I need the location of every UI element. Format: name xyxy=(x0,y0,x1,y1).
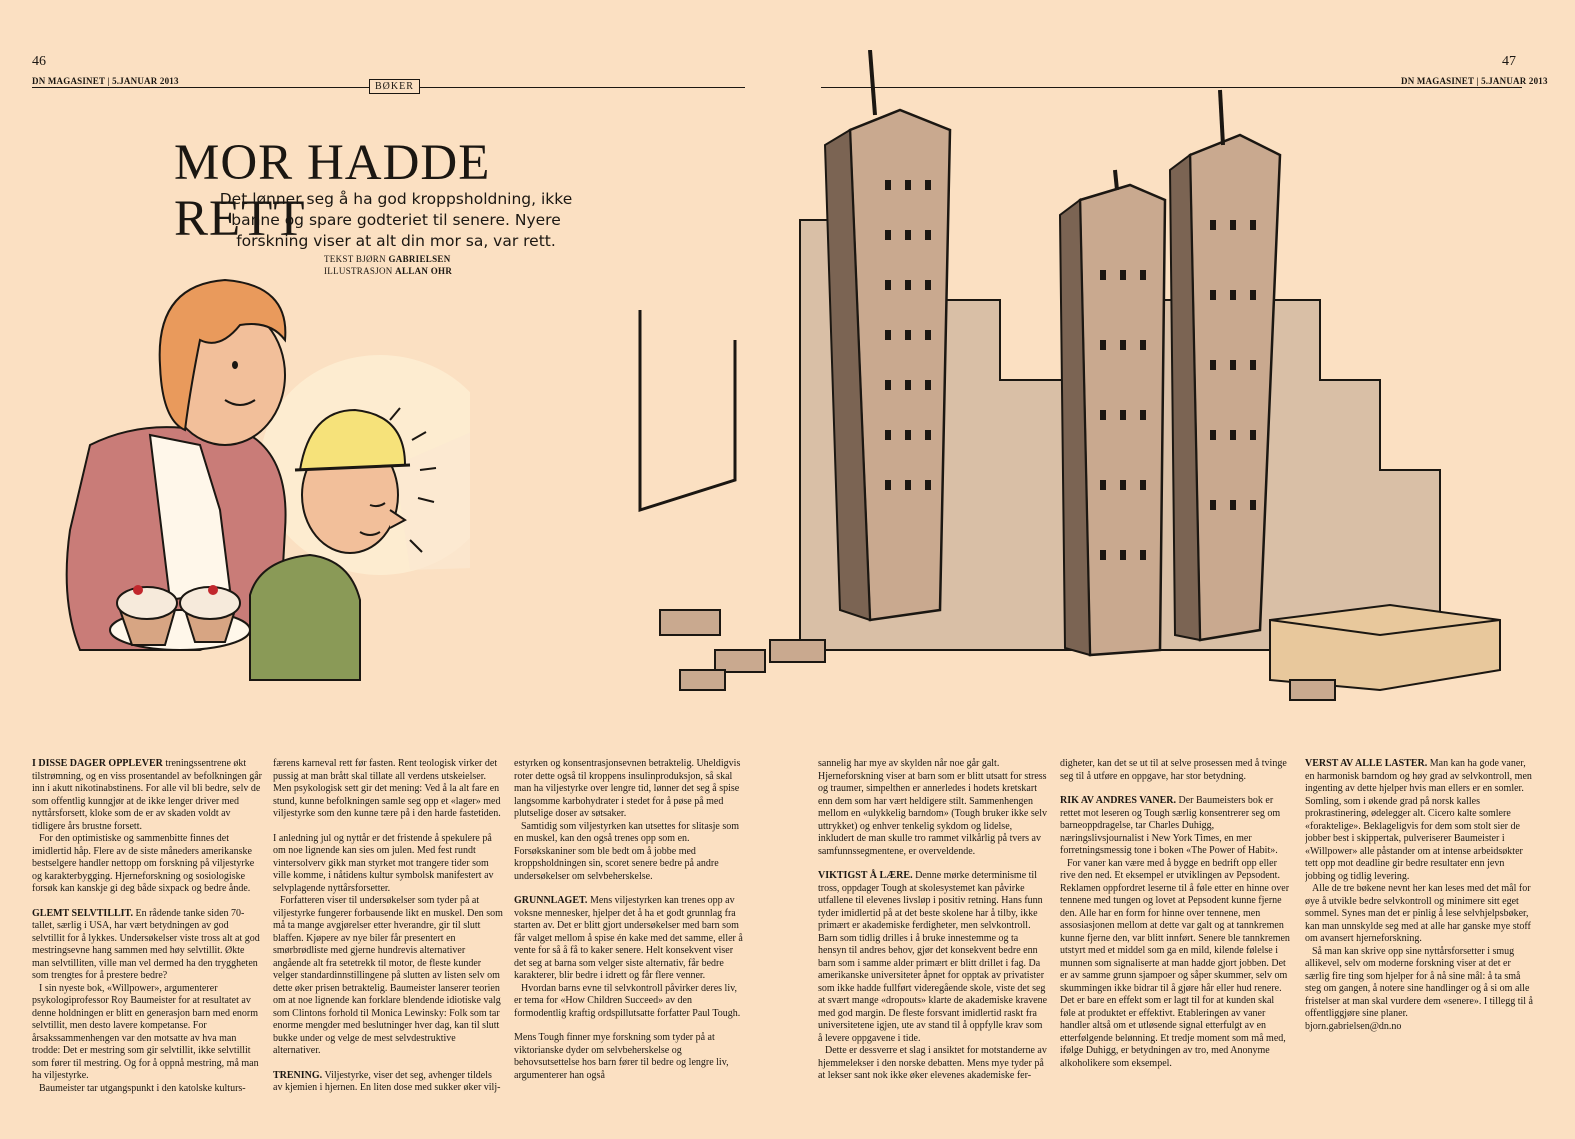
col3-text-5: Mens Tough finner mye forskning som tyder på at viktorianske dyder om selvbeherskelse og behovsutsettelse hos barn fører til bedre og lengre liv, argumenterer han også xyxy=(514,1032,729,1081)
col1-text-2: For den optimistiske og sammenbitte finnes det imidlertid håp. Flere av de siste måneders amerikanske bestselgere handler nettopp om forskning på viljestyrke og karakterbygging. Hjerneforskning og sosiologiske forsøk kan kanskje gi deg både sixpack og bedre ånde. xyxy=(32,833,255,894)
col3-text-2: Samtidig som viljestyrken kan utsettes for slitasje som en muskel, kan den også trenes opp som en. Forsøkskaniner som ble bedt om å jobbe med kroppsholdningen sin, scoret senere bedre på andre undersøkelser om selvbeherskelse. xyxy=(514,820,740,882)
byline-text-label: TEKST BJØRN xyxy=(324,254,386,264)
col1-para-3 xyxy=(32,908,262,983)
col6-para-3 xyxy=(1305,946,1535,1021)
col5-para-3 xyxy=(1060,858,1290,1071)
skyscraper-illustration xyxy=(620,50,1525,710)
ingress: Det lønner seg å ha god kroppsholdning, ikke banne og spare godteriet til senere. Nyere forskning viser at alt din mor sa, var rett. xyxy=(219,190,573,250)
cherry-1 xyxy=(133,585,143,595)
text-column-1 xyxy=(32,758,262,1103)
col5-text-2: Der Baumeisters bok er rettet mot leseren og Tough særlig konsentrerer seg om barneoppdragelse, tar Charles Duhigg, næringslivsjournalist i New York Times, en mer forretningsmessig tone i boken «The Power of Habit». xyxy=(1060,795,1281,856)
col4-para-2 xyxy=(818,870,1048,1045)
brick-in-box xyxy=(1290,680,1335,700)
text-column-3 xyxy=(514,758,744,1103)
col1-para-2 xyxy=(32,833,262,896)
tower-2-antenna xyxy=(1115,170,1117,190)
col3-para-2 xyxy=(514,821,744,884)
page-number-right: 47 xyxy=(1502,54,1516,69)
col3-para-1 xyxy=(514,758,744,821)
col2-para-3 xyxy=(273,895,503,1058)
cherry-2 xyxy=(208,585,218,595)
col2-para-1 xyxy=(273,758,503,821)
text-column-6 xyxy=(1305,758,1535,1103)
col6-text-3: Så man kan skrive opp sine nyttårsforsetter i smug allikevel, selv om moderne forskning viser at det er særlig fire ting som hjelper for å nå sine mål: å ta små steg om gangen, å notere sine handlinger og å si om alle fristelser at man skal vurdere dem «senere». I tillegg til å offentliggjøre sine planer. xyxy=(1305,945,1533,1019)
col1-text-5: Baumeister tar utgangspunkt i den katolske kulturs- xyxy=(39,1082,246,1094)
col1-text-3: En rådende tanke siden 70-tallet, særlig i USA, har vært betydningen av god selvtillit for å lykkes. Undersøkelser viste tross alt at god mestringsevne hang sammen med høy selvtillit. Økte man selvtilliten, ville man vel dermed ha den tryggheten som trengtes for å prestere bedre? xyxy=(32,907,260,981)
wall-outline xyxy=(640,310,735,510)
boy-shirt xyxy=(250,555,360,680)
col1-text-4: I sin nyeste bok, «Willpower», argumenterer psykologiprofessor Roy Baumeister for at resultatet av denne holdningen er blitt en generasjon barn med enorm selvtillit, men desto lavere kompetanse. For årsakssammenhengen var den motsatte av hva man trodde: Det er mestring som gir selvtillit, ikke selvtillit som fører til mestring. Og for å oppnå mestring, må man ha viljestyrke. xyxy=(32,982,259,1081)
open-box xyxy=(1270,605,1500,690)
col2-para-2 xyxy=(273,833,503,896)
col3-para-3 xyxy=(514,895,744,983)
author-email-text[interactable]: bjorn.gabrielsen@dn.no xyxy=(1305,1020,1402,1032)
byline-text xyxy=(324,254,451,264)
col5-text-3: For vaner kan være med å bygge en bedrift opp eller rive den ned. Et eksempel er utviklingen av Pepsodent. Reklamen oppfordret leserne til å føle etter en hinne over tennene med tungen og lovet at Pepsodent kunne fjerne den. Alle har en form for hinne over tennene, men assosiasjonen mellom at dette var galt og at tannkremen kunne fjerne den, var blitt innført. Senere ble tannkremen utstyrt med et middel som ga en mild, kilende følelse i munnen som signaliserte at man hadde gjort jobben. Det er av samme grunn sjampoer og såper skummer, selv om skummingen ikke bidrar til å gjøre hår eller hud renere. Det er bare en effekt som er lagt til for at kunden skal føle at produktet er effektivt. Etableringen av vaner handler altså om et utløsende signal etterfulgt av en etterfølgende belønning. Et tredje moment som må med, ifølge Duhigg, er betydningen av tro, med Anonyme alkoholikere som eksempel. xyxy=(1060,857,1290,1069)
col1-lead-1: I DISSE DAGER OPPLEVER xyxy=(32,758,163,769)
col4-text-1: sannelig har mye av skylden når noe går galt. Hjerneforskning viser at barn som er blitt utsatt for stress og traumer, simpelthen er annerledes i hodets kretskart enn dem som har vært heldigere stilt. Sammenhengen mellom en «ulykkelig barndom» (Tough bruker ikke selv uttrykket) og enhver tenkelig sykdom og lidelse, inkludert de man skulle tro rammet vilkårlig på tvers av samfunnssegmentene, er overveldende. xyxy=(818,758,1047,857)
col5-para-2 xyxy=(1060,795,1290,858)
col3-text-3: Mens viljestyrken kan trenes opp av voksne mennesker, hjelper det å ha et godt grunnlag fra starten av. Det er blitt gjort undersøkelser med barn som får valget mellom å spise én kake med det samme, eller å vente for så å få to kaker senere. Helt konsekvent viser det seg at barna som velger siste alternativ, får bedre karakterer, blir bedre i idrett og får flere venner. xyxy=(514,895,743,981)
col1-para-1 xyxy=(32,758,262,833)
col2-text-2: I anledning jul og nyttår er det fristende å spekulere på om noe lignende kan sies om julen. Med fest rundt vintersolverv gikk man styrket mot trangere tider som ville komme, i nåtidens kultur symbolsk manifestert av selvplagende nyttårsforsetter. xyxy=(273,832,494,894)
page-number-left: 46 xyxy=(32,54,46,69)
byline-text-name: GABRIELSEN xyxy=(388,254,451,264)
col3-para-4 xyxy=(514,983,744,1021)
tower-3-antenna xyxy=(1220,90,1223,145)
col5-text-1: digheter, kan det se ut til at selve prosessen med å tvinge seg til å utføre en oppgave, har stor betydning. xyxy=(1060,758,1287,782)
folio-right: DN MAGASINET | 5.JANUAR 2013 xyxy=(1401,76,1548,86)
col2-lead-4: TRENING. xyxy=(273,1069,323,1081)
col2-text-4: Viljestyrke, viser det seg, avhenger tildels av kjemien i hjernen. En liten dose med sukker øker vilj- xyxy=(273,1069,501,1093)
text-column-4 xyxy=(818,758,1048,1103)
col4-text-3: Dette er dessverre et slag i ansiktet for motstanderne av hjemmelekser i den norske debatten. Mens mye tyder på at lekser sant nok ikke øker elevenes akademiske fer- xyxy=(818,1045,1047,1081)
byline-illus-name: ALLAN OHR xyxy=(395,266,453,276)
col2-text-3: Forfatteren viser til undersøkelser som tyder på at viljestyrke fungerer forbausende likt en muskel. Den som må ta mange avgjørelser etter hverandre, gir til slutt blaffen. Kjøpere av nye biler får presentert en smørbrødliste med gjerne hundrevis alternativer angående alt fra setetrekk til motor, de fleste kunder velger standardinnstillingene på slutten av listen selv om dette øker prisen betraktelig. Baumeister lanserer teorien om at noe lignende kan forklare blendende idiotiske valg som Clintons forhold til Monica Lewinsky: Folk som tar enorme mengder med beslutninger hver dag, kan til slutt bukke under og velge de mest selvdestruktive alternativer. xyxy=(273,895,503,1056)
col3-text-1: estyrken og konsentrasjonsevnen betraktelig. Uheldigvis roter dette også til kroppens insulinproduksjon, så skal man ha viljestyrke over lengre tid, lønner det seg å spise langsomme karbohydrater i stedet for å pøse på med plutselige doser av søtsaker. xyxy=(514,758,741,819)
headline: MOR HADDE RETT xyxy=(174,135,491,247)
mother-boy-illustration xyxy=(50,270,470,700)
col5-lead-2: RIK AV ANDRES VANER. xyxy=(1060,795,1176,806)
col3-lead-3: GRUNNLAGET. xyxy=(514,895,588,906)
col6-para-2 xyxy=(1305,883,1535,946)
col2-text-1: færens karneval rett før fasten. Rent teologisk virker det pussig at man brått skal tillate all verdens utskeielser. Men psykologisk sett gir det mening: Ved å la alt fare en stund, kunne befolkningen samle seg opp et «lager» med viljestyrke som den kunne tære på i den harde fastetiden. xyxy=(273,758,501,819)
col2-para-4 xyxy=(273,1070,503,1095)
byline-illus-label: ILLUSTRASJON xyxy=(324,266,393,276)
col6-para-1 xyxy=(1305,758,1535,883)
tower-1-antenna xyxy=(870,50,875,115)
col1-para-5 xyxy=(32,1083,262,1096)
author-email[interactable] xyxy=(1305,1021,1535,1034)
folio-left: DN MAGASINET | 5.JANUAR 2013 xyxy=(32,76,179,86)
col1-text-1: treningssentrene økt tilstrømning, og en viss prosentandel av befolkningen går inn i akutt nikotinabstinens. For alle vil bli bedre, selv de som offentlig kunngjør at de ikke lenger driver med nyttårsforsett, kloke som de er av skaden voldt av tidligere års brustne forsett. xyxy=(32,758,262,832)
col4-lead-2: VIKTIGST Å LÆRE. xyxy=(818,870,913,881)
col4-para-1 xyxy=(818,758,1048,858)
col1-para-4 xyxy=(32,983,262,1083)
col4-text-2: Denne mørke determinisme til tross, oppdager Tough at skolesystemet kan påvirke utfallene til elevenes livsløp i positiv retning. Hans funn tyder imidlertid på at det beste skolene har å tilby, ikke primært er akademiske ferdigheter, men selvkontroll. Barn som tidlig drilles i å bruke innestemme og ta hensyn til andres behov, gjør det konsekvent bedre enn barn som i samme alder primært er blitt drillet i fag. Da amerikanske universiteter åpnet for opptak av privatister som ikke hadde fullført videregående skole, viste det seg at svært mange «dropouts» klarte de akademiske kravene med god margin. De fleste forsvant imidlertid raskt fra universitetene igjen, ute av stand til å oppfylle krav som å levere oppgavene i tide. xyxy=(818,870,1048,1044)
cupcake-1-frosting xyxy=(117,587,177,619)
col6-lead-1: VERST AV ALLE LASTER. xyxy=(1305,758,1428,769)
section-tag: BØKER xyxy=(369,79,420,94)
col3-para-5 xyxy=(514,1032,744,1082)
col6-text-2: Alle de tre bøkene nevnt her kan leses med det mål for øye å utvikle bedre selvkontroll og minimere sitt eget sommel. Synes man det er pinlig å lese selvhjelpsbøker, kan man unnskylde seg med at alle har ganske mye stoff om avansert hjerneforskning. xyxy=(1305,883,1531,944)
mother-eye xyxy=(232,361,238,369)
text-column-2 xyxy=(273,758,503,1103)
col5-para-1 xyxy=(1060,758,1290,783)
text-column-5 xyxy=(1060,758,1290,1103)
col6-text-1: Man kan ha gode vaner, en harmonisk barndom og høy grad av selvkontroll, men ingenting av dette hjelper hvis man ellers er en somler. Somling, som i økende grad på norsk kalles prokrastinering, ødelegger alt. Cicero kalte somlere «foraktelige». Beklageligvis for dem som stolt sier de jobber best i skippertak, pulveriserer Baumeister i «Willpower» alle påstander om at intense arbeidsøkter tett opp mot deadline gir bedre resultater enn jevn jobbing og tidlig levering. xyxy=(1305,758,1532,882)
col1-lead-3: GLEMT SELVTILLIT. xyxy=(32,907,133,919)
col3-text-4: Hvordan barns evne til selvkontroll påvirker deres liv, er tema for «How Children Succeed» av den formodentlig kraftig ordspillutsatte forfatter Paul Tough. xyxy=(514,982,741,1019)
col4-para-3 xyxy=(818,1045,1048,1083)
